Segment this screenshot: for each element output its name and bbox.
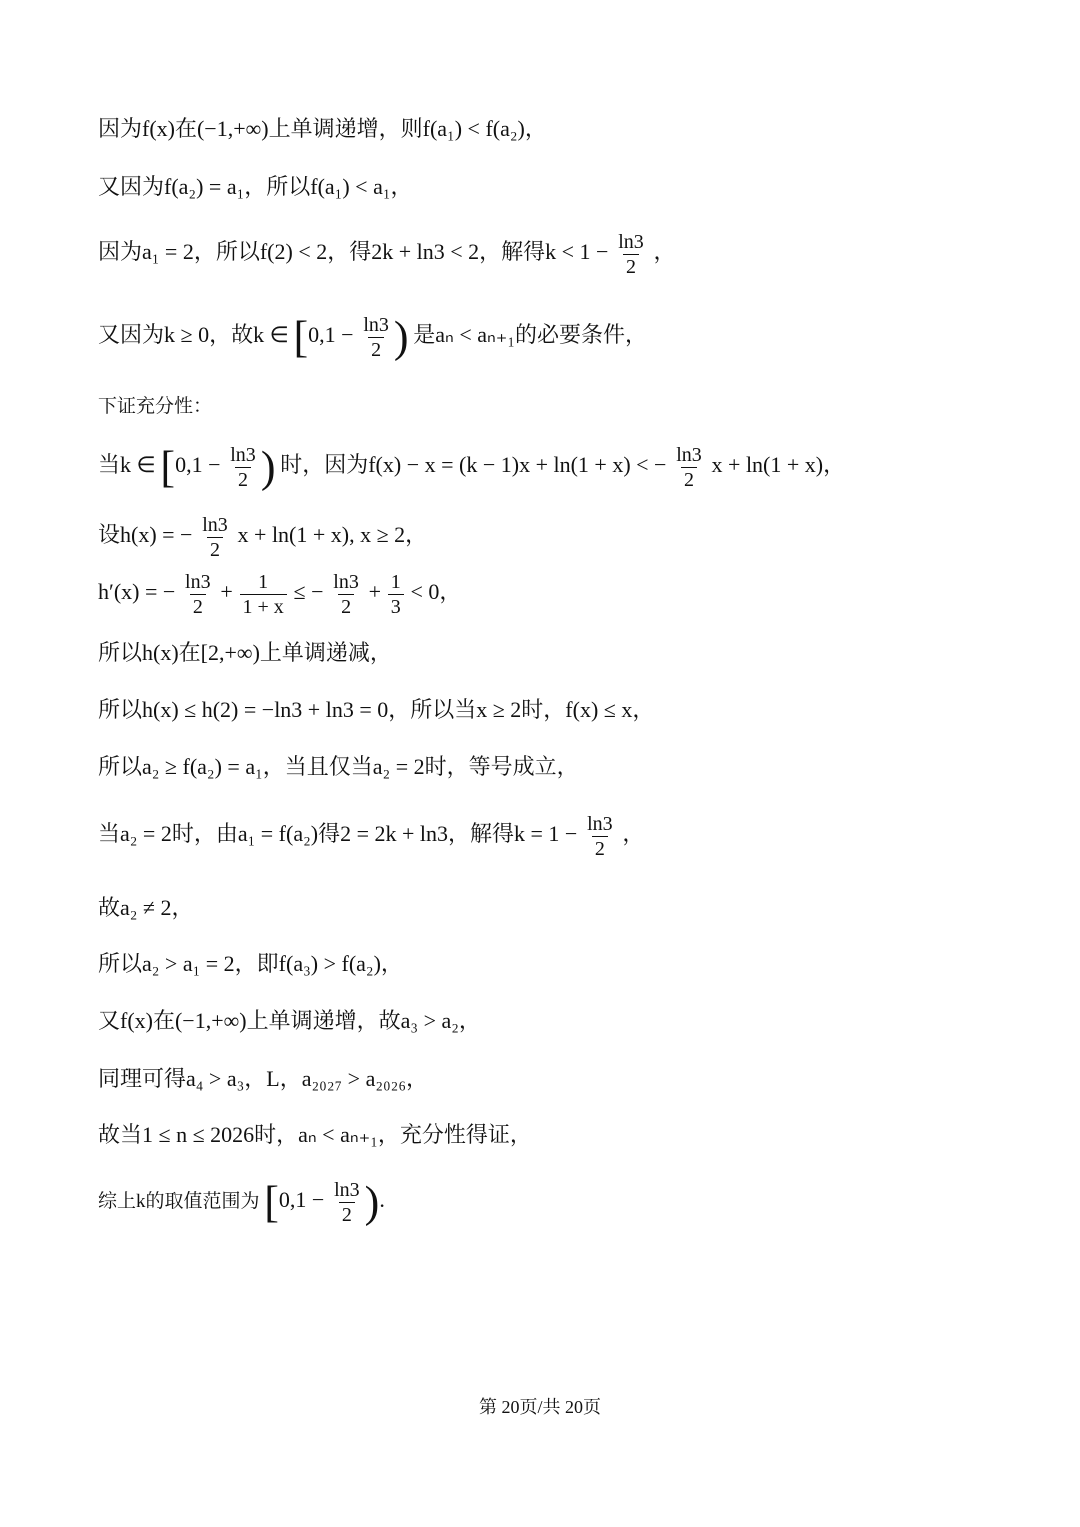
line-14: 所以a₂ > a₁ = 2，即f(a₃) > f(a₂)，: [98, 951, 403, 976]
line-1: 因为f(x)在(−1,+∞)上单调递增，则f(a₁) < f(a₂)，: [98, 116, 547, 141]
line-3: 因为a₁ = 2，所以f(2) < 2，得2k + ln3 < 2，解得k < 1 − $\frac{\ln 3}{2}$ ，: [98, 231, 676, 278]
fraction-ln3-over-2: $\frac{\ln 3}{2}$: [202, 514, 228, 561]
fraction-ln3-over-2: $\frac{\ln 3}{2}$: [230, 444, 256, 491]
page-footer: 第 20页/共 20页: [478, 1397, 601, 1417]
line-2: 又因为f(a₂) = a₁，所以f(a₁) < a₁，: [98, 174, 413, 199]
fraction-ln3-over-2: $\frac{\ln 3}{2}$: [185, 571, 211, 618]
line-15: 又f(x)在(−1,+∞)上单调递增，故a₃ > a₂，: [98, 1008, 481, 1033]
fraction-ln3-over-2: $\frac{\ln 3}{2}$: [334, 1179, 360, 1226]
line-8: h′(x) = − $\frac{\ln 3}{2}$ + $\frac{1}{1 + x}$ ≤ − $\frac{\ln 3}{2}$ + $\frac{1}{3}$ < 0，: [98, 571, 462, 618]
fraction-1-over-1-plus-x: $\frac{1}{1 + x}$: [240, 572, 287, 617]
line-11: 所以a₂ ≥ f(a₂) = a₁，当且仅当a₂ = 2时，等号成立，: [98, 754, 579, 779]
line-18: 综上k的取值范围为 [0,1 − $\frac{\ln 3}{2}$ ).: [98, 1177, 385, 1227]
fraction-ln3-over-2: $\frac{\ln 3}{2}$: [618, 231, 644, 278]
fraction-ln3-over-2: $\frac{\ln 3}{2}$: [676, 444, 702, 491]
fraction-ln3-over-2: $\frac{\ln 3}{2}$: [363, 314, 389, 361]
fraction-ln3-over-2: $\frac{\ln 3}{2}$: [587, 813, 613, 860]
line-7: 设h(x) = − $\frac{\ln 3}{2}$ x + ln(1 + x), x ≥ 2，: [98, 514, 428, 561]
line-16: 同理可得a₄ > a₃，L，a₂₀₂₇ > a₂₀₂₆，: [98, 1066, 429, 1091]
fraction-ln3-over-2: $\frac{\ln 3}{2}$: [333, 571, 359, 618]
line-17: 故当1 ≤ n ≤ 2026时，aₙ < aₙ₊₁，充分性得证，: [98, 1122, 532, 1147]
fraction-1-over-3: $\frac{1}{3}$: [388, 572, 404, 617]
line-4: 又因为k ≥ 0，故k ∈ [0,1 − $\frac{\ln 3}{2}$ ) 是aₙ < aₙ₊₁的必要条件，: [98, 312, 648, 362]
line-13: 故a₂ ≠ 2，: [98, 895, 194, 920]
line-12: 当a₂ = 2时，由a₁ = f(a₂)得2 = 2k + ln3，解得k = 1 − $\frac{\ln 3}{2}$ ，: [98, 813, 645, 860]
line-6: 当k ∈ [0,1 − $\frac{\ln 3}{2}$ ) 时，因为f(x) − x = (k − 1)x + ln(1 + x) < − $\frac{\ln 3}{2}$ x + ln(1 + x)，: [98, 442, 846, 492]
line-10: 所以h(x) ≤ h(2) = −ln3 + ln3 = 0，所以当x ≥ 2时，f(x) ≤ x，: [98, 697, 655, 722]
line-5: 下证充分性：: [98, 396, 213, 417]
line-9: 所以h(x)在[2,+∞)上单调递减，: [98, 640, 392, 665]
